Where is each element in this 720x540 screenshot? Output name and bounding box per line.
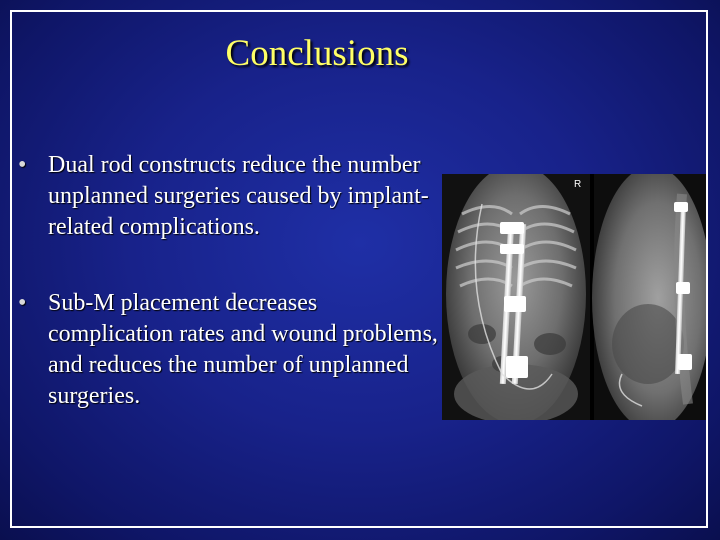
bullet-icon: • bbox=[18, 290, 27, 316]
xray-graphic bbox=[442, 174, 706, 420]
lateral-view bbox=[592, 174, 706, 420]
bullet-text: Sub-M placement decreases complication rates and wound problems, and reduces the number of unplanned surgeries. bbox=[48, 290, 438, 409]
bullet-item bbox=[18, 288, 438, 412]
spine-xray-image bbox=[442, 174, 706, 420]
slide-title: Conclusions bbox=[225, 33, 409, 74]
ap-view bbox=[442, 174, 590, 420]
bullet-icon: • bbox=[18, 152, 27, 178]
bullet-item bbox=[18, 150, 438, 243]
xray-side-marker: R bbox=[574, 179, 582, 190]
bullet-text: Dual rod constructs reduce the number unplanned surgeries caused by implant-related complications. bbox=[48, 152, 429, 240]
bullet-list bbox=[18, 150, 438, 412]
